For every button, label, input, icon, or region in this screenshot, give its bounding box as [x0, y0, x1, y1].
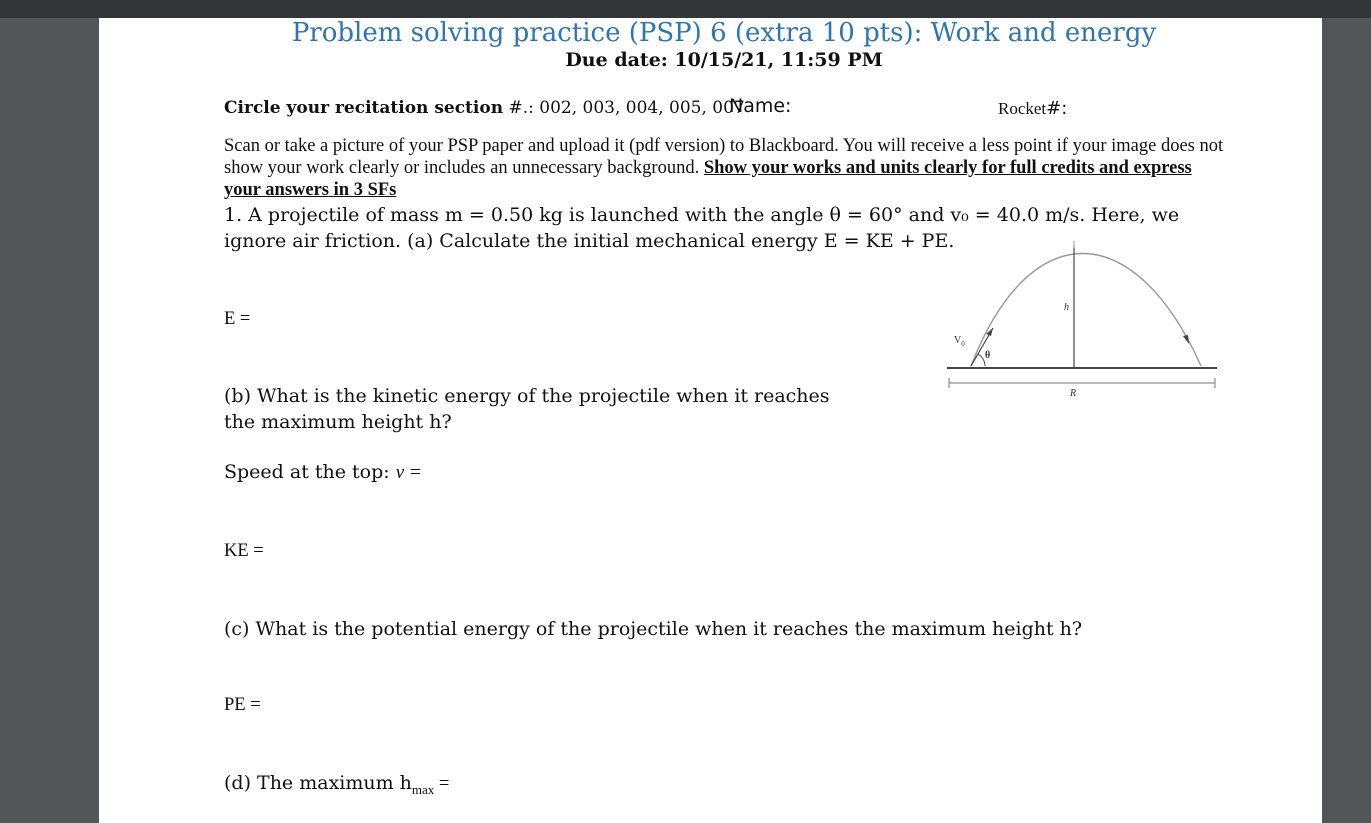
question-1-text: 1. A projectile of mass m = 0.50 kg is launched with the angle θ = 60° and v₀ = 40.0 m/s. Here, we ignore air friction. (a) Calculate the initial mechanical energy E = KE + PE. [224, 204, 1180, 252]
hmax-prefix: (d) The maximum h [224, 772, 412, 794]
instructions-emphasis: Show your works and units clearly for full credits and express your answers in 3 SFs [224, 158, 1192, 200]
kinetic-energy-answer-label: KE = [224, 541, 264, 561]
question-1d-text [224, 770, 449, 803]
h-label: h [1064, 302, 1069, 313]
question-1c-text: (c) What is the potential energy of the projectile when it reaches the maximum height h? [224, 618, 1083, 640]
recitation-section [224, 98, 745, 118]
trajectory-arrowhead [1183, 335, 1189, 344]
rocket-label [998, 98, 1067, 119]
hmax-suffix: = [434, 774, 450, 794]
recitation-sections: #.: 002, 003, 004, 005, 007 [503, 98, 745, 118]
trajectory-arc [971, 254, 1201, 367]
question-1b-text: (b) What is the kinetic energy of the projectile when it reaches the maximum height h? [224, 385, 830, 433]
theta-label: θ [985, 350, 991, 361]
rocket-hash: #: [1046, 98, 1068, 119]
rocket-text: Rocket [998, 99, 1047, 118]
potential-energy-answer-label: PE = [224, 695, 261, 715]
speed-at-top-label [224, 459, 422, 486]
instructions [224, 135, 1229, 201]
v0-label: $V_0$ [954, 335, 965, 348]
viewer-toolbar [0, 0, 1371, 18]
r-label: R [1070, 388, 1077, 399]
document-page [99, 18, 1322, 823]
projectile-diagram [939, 240, 1229, 405]
energy-answer-label: E = [224, 309, 251, 329]
speed-label-text: Speed at the top: [224, 461, 390, 483]
page-title: Problem solving practice (PSP) 6 (extra 10 pts): Work and energy [291, 18, 1157, 48]
angle-arc [978, 354, 985, 366]
recitation-label: Circle your recitation section [224, 98, 504, 118]
speed-variable: v = [395, 462, 422, 483]
instructions-text: Scan or take a picture of your PSP paper and upload it (pdf version) to Blackboard. You will receive a less point if your image does not show your work clearly or includes an unnecessary background. [224, 136, 1224, 178]
name-label: Name: [729, 95, 792, 117]
hmax-subscript: max [411, 781, 435, 797]
due-date: Due date: 10/15/21, 11:59 PM [565, 49, 883, 71]
